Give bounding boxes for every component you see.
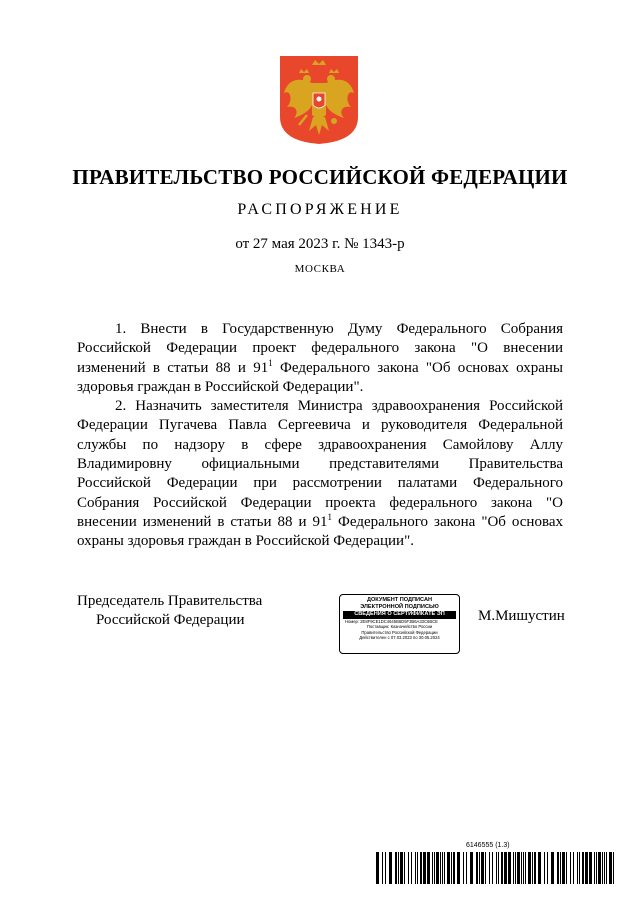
paragraph-1-text-end: Федерального закона "Об основах охраны здоровья граждан в Российской Федерации". (77, 359, 563, 395)
signatory-position-line1: Председатель Правительства (77, 593, 263, 609)
stamp-serial: Номер: 2E8F9CE1DC4645B6D5F3B6A33C6BCE (345, 618, 438, 624)
stamp-issuer: Поставщик: Казначейство России (366, 624, 433, 630)
government-title: ПРАВИТЕЛЬСТВО РОССИЙСКОЙ ФЕДЕРАЦИИ (72, 165, 568, 189)
document-date-number: от 27 мая 2023 г. № 1343-р (235, 236, 405, 252)
stamp-line2: ЭЛЕКТРОННОЙ ПОДПИСЬЮ (360, 603, 439, 610)
paragraph-1-superscript: 1 (268, 357, 273, 368)
paragraph-2 (77, 397, 563, 551)
document-type: РАСПОРЯЖЕНИЕ (237, 201, 403, 218)
stamp-certificate-bar: СВЕДЕНИЯ О СЕРТИФИКАТЕ ЭП (343, 611, 456, 619)
signatory-position (77, 592, 262, 630)
paragraph-2-superscript: 1 (327, 511, 333, 522)
signatory-position-line2: Российской Федерации (96, 612, 245, 628)
stamp-line1: ДОКУМЕНТ ПОДПИСАН (366, 597, 433, 603)
paragraph-1 (77, 320, 563, 397)
document-body (77, 320, 563, 552)
barcode (376, 852, 617, 884)
paragraph-2-text-end: Федерального закона "Об основах охраны здоровья граждан в Российской Федерации". (77, 513, 563, 550)
stamp-owner: Правительство Российской Федерации (361, 629, 438, 635)
stamp-validity: Действителен с 07.03.2023 по 30.05.2024 (359, 635, 440, 641)
electronic-signature-stamp (339, 594, 460, 654)
coat-of-arms-emblem (279, 55, 359, 145)
paragraph-1-text: 1. Внести в Государственную Думу Федерального Собрания Российской Федерации проект федерального закона "О внесении изменений в статьи 88 и 91 (77, 321, 563, 376)
document-code: 6146555 (1.3) (466, 842, 510, 849)
paragraph-2-text: 2. Назначить заместителя Министра здравоохранения Российской Федерации Пугачева Павла Сергеевича и руководителя Федеральной службы по надзору в сфере здравоохранения Самойлову Аллу Владимировну официальными представителями Правительства Российской Федерации при рассмотрении палатами Федерального Собрания Российской Федерации проекта федерального закона "О внесении изменений в статьи 88 и 91 (77, 398, 563, 530)
document-city: МОСКВА (294, 263, 346, 275)
signatory-name: М.Мишустин (478, 608, 565, 624)
